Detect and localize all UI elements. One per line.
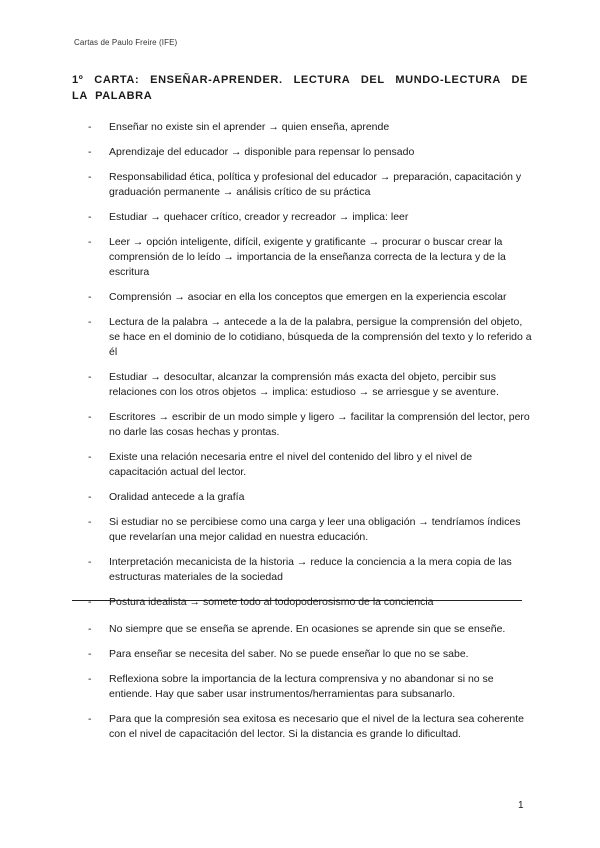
bullet-dash: -: [88, 121, 92, 133]
list-item: [88, 515, 533, 545]
page-header: Cartas de Paulo Freire (IFE): [74, 38, 178, 47]
list-item: [88, 712, 533, 742]
bullet-dash: -: [88, 648, 92, 660]
list-item-text: Leer → opción inteligente, difícil, exigente y gratificante → procurar o buscar crear la comprensión de lo leído → importancia de la enseñanza correcta de la lectura y de la escritura: [109, 236, 506, 278]
list-item: [88, 370, 533, 400]
bullet-dash: -: [88, 371, 92, 383]
list-item-text: Responsabilidad ética, política y profesional del educador → preparación, capacitación y graduación permanente → análisis crítico de su práctica: [109, 171, 522, 198]
list-item: [88, 450, 533, 480]
list-item: [88, 595, 533, 610]
notes-list-secondary: [88, 622, 533, 752]
list-item-text: Para enseñar se necesita del saber. No se puede enseñar lo que no se sabe.: [109, 648, 469, 660]
list-item-text: Oralidad antecede a la grafía: [109, 491, 245, 503]
section-title: 1º CARTA: ENSEÑAR-APRENDER. LECTURA DEL MUNDO-LECTURA DE LA PALABRA: [72, 74, 528, 102]
list-item: [88, 290, 533, 305]
list-item: [88, 120, 533, 135]
list-item: [88, 235, 533, 280]
list-item: [88, 555, 533, 585]
list-item: [88, 622, 533, 637]
list-item-text: Escritores → escribir de un modo simple y ligero → facilitar la comprensión del lector, pero no darle las cosas hechas y prontas.: [109, 411, 530, 438]
list-item: [88, 490, 533, 505]
bullet-dash: -: [88, 146, 92, 158]
list-item: [88, 410, 533, 440]
bullet-dash: -: [88, 411, 92, 423]
bullet-dash: -: [88, 236, 92, 248]
bullet-dash: -: [88, 316, 92, 328]
list-item-text: Reflexiona sobre la importancia de la lectura comprensiva y no abandonar si no se entiende. Hay que saber usar instrumentos/herramientas para subsanarlo.: [109, 673, 494, 700]
bullet-dash: -: [88, 516, 92, 528]
list-item: [88, 315, 533, 360]
bullet-dash: -: [88, 211, 92, 223]
list-item-text: Interpretación mecanicista de la historia → reduce la conciencia a la mera copia de las estructuras materiales de la sociedad: [109, 556, 512, 583]
page-number: 1: [518, 800, 524, 811]
bullet-dash: -: [88, 291, 92, 303]
notes-list-primary: [88, 120, 533, 620]
list-item-text: Lectura de la palabra → antecede a la de la palabra, persigue la comprensión del objeto, se hace en el dominio de lo cotidiano, búsqueda de la comprensión del texto y lo referido a él: [109, 316, 532, 358]
bullet-dash: -: [88, 596, 92, 608]
list-item-text: Existe una relación necesaria entre el nivel del contenido del libro y el nivel de capacitación actual del lector.: [109, 451, 473, 478]
list-item: [88, 210, 533, 225]
list-item-text: Para que la compresión sea exitosa es necesario que el nivel de la lectura sea coherente con el nivel de capacitación del lector. Si la distancia es grande lo dificultad.: [109, 713, 525, 740]
bullet-dash: -: [88, 673, 92, 685]
bullet-dash: -: [88, 451, 92, 463]
list-item-text: Enseñar no existe sin el aprender → quien enseña, aprende: [109, 121, 390, 133]
list-item: [88, 647, 533, 662]
list-item-text: Comprensión → asociar en ella los conceptos que emergen en la experiencia escolar: [109, 291, 507, 303]
bullet-dash: -: [88, 171, 92, 183]
list-item-text: Si estudiar no se percibiese como una carga y leer una obligación → tendríamos índices que revelarían una mejor calidad en nuestra educación.: [109, 516, 521, 543]
bullet-dash: -: [88, 491, 92, 503]
list-item-text: Aprendizaje del educador → disponible para repensar lo pensado: [109, 146, 415, 158]
list-item-text: Estudiar → quehacer crítico, creador y recreador → implica: leer: [109, 211, 409, 223]
list-item-text: Postura idealista → somete todo al todopoderosismo de la conciencia: [109, 596, 434, 608]
bullet-dash: -: [88, 556, 92, 568]
list-item: [88, 170, 533, 200]
bullet-dash: -: [88, 713, 92, 725]
list-item-text: Estudiar → desocultar, alcanzar la comprensión más exacta del objeto, percibir sus relaciones con los otros objetos → implica: estudioso → se arriesgue y se aventure.: [109, 371, 499, 398]
list-item: [88, 672, 533, 702]
bullet-dash: -: [88, 623, 92, 635]
separator-line: [72, 600, 522, 601]
list-item-text: No siempre que se enseña se aprende. En ocasiones se aprende sin que se enseñe.: [109, 623, 506, 635]
list-item: [88, 145, 533, 160]
